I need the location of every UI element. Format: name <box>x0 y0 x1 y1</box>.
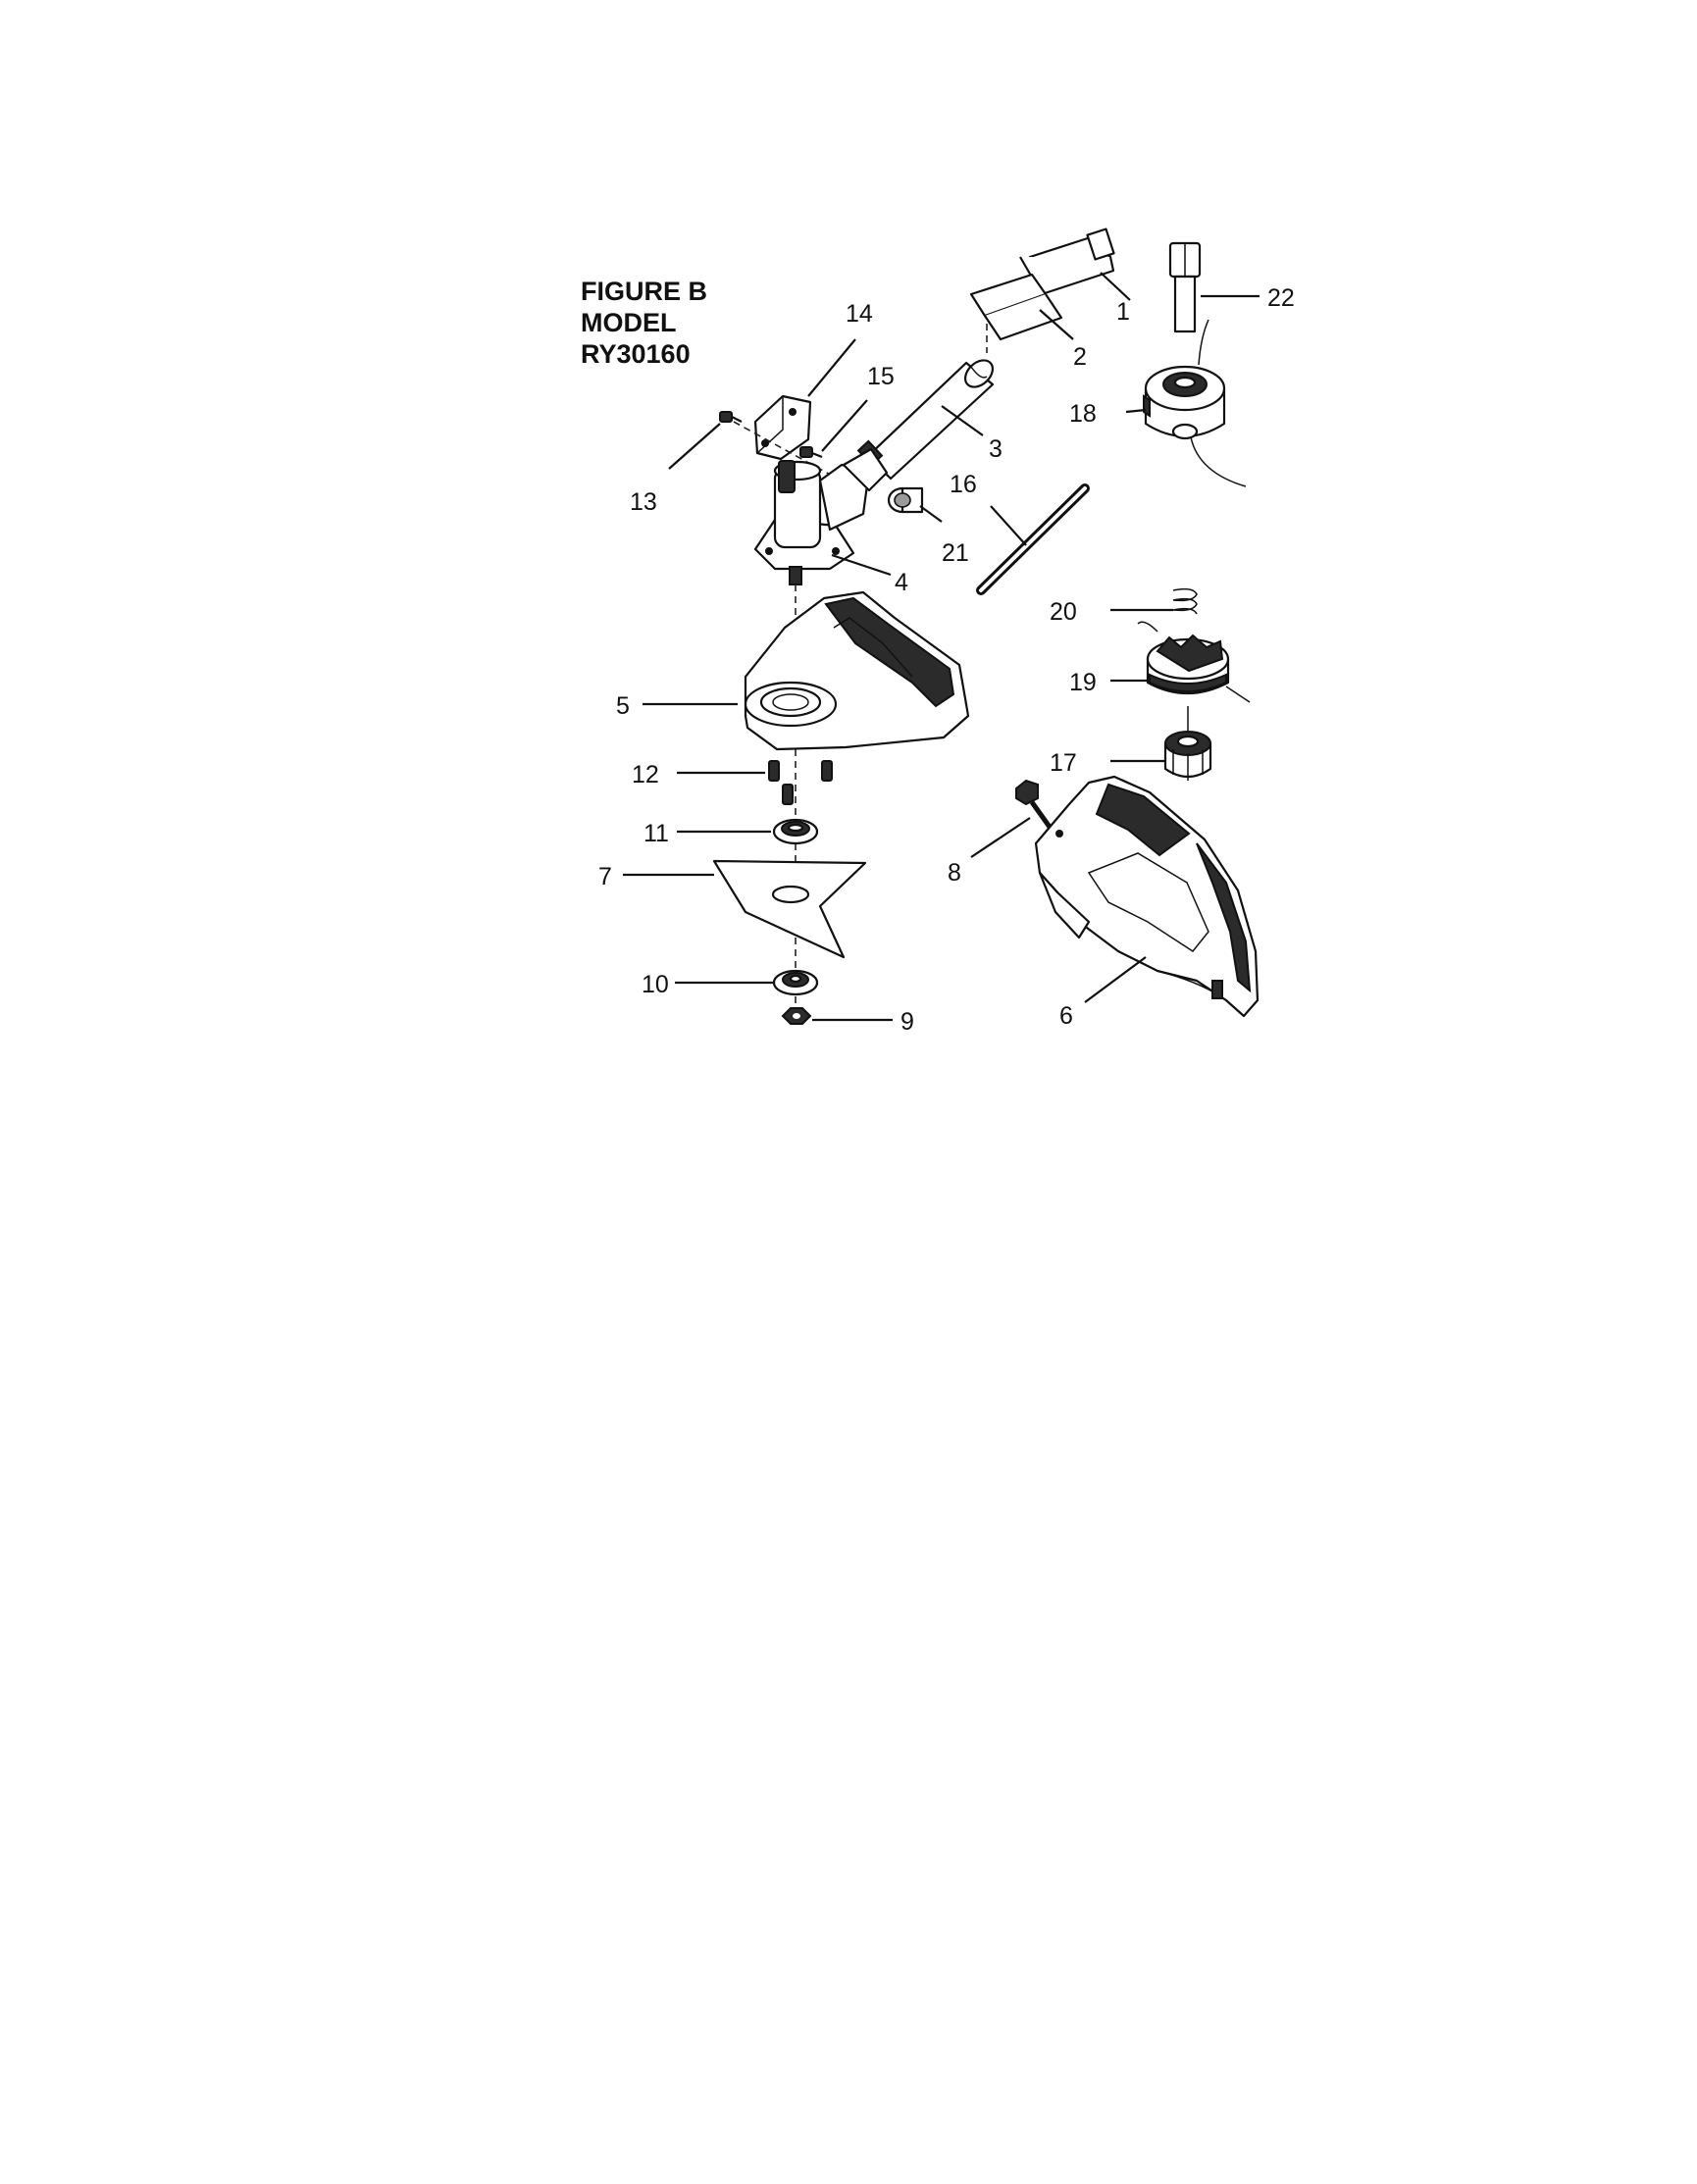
part-5-blade-guard <box>746 592 968 749</box>
callout-1: 1 <box>1116 298 1130 326</box>
callout-15: 15 <box>867 363 895 390</box>
callout-21: 21 <box>942 539 969 567</box>
part-21-bushing <box>889 488 922 512</box>
callout-9: 9 <box>900 1008 914 1036</box>
callout-18: 18 <box>1069 400 1097 428</box>
callout-2: 2 <box>1073 343 1087 371</box>
callout-10: 10 <box>642 971 669 998</box>
part-18-trimmer-head <box>1144 367 1246 486</box>
part-17-knob <box>1165 732 1210 781</box>
callout-13: 13 <box>630 488 657 516</box>
figure-title-line-3: RY30160 <box>581 339 691 369</box>
callout-16: 16 <box>950 471 977 498</box>
callout-12: 12 <box>632 761 659 788</box>
figure-title-line-1: FIGURE B <box>581 277 708 306</box>
part-13-screw <box>720 412 742 422</box>
callout-8: 8 <box>948 859 961 887</box>
callout-3: 3 <box>989 435 1003 463</box>
part-7-blade <box>714 861 865 957</box>
part-6-trimmer-guard <box>1036 777 1258 1016</box>
part-15-screw <box>800 447 822 457</box>
callout-14: 14 <box>846 300 873 328</box>
callout-19: 19 <box>1069 669 1097 696</box>
callout-20: 20 <box>1050 598 1077 626</box>
figure-title-line-2: MODEL <box>581 308 677 337</box>
figure-title <box>581 277 707 369</box>
part-10-lower-washer <box>774 971 817 994</box>
part-12-screws <box>769 761 832 804</box>
callout-22: 22 <box>1267 284 1295 312</box>
part-11-upper-washer <box>774 820 817 843</box>
callout-7: 7 <box>598 863 612 890</box>
part-19-spool <box>1138 622 1250 702</box>
part-16-rod <box>981 488 1085 590</box>
callout-4: 4 <box>895 569 908 596</box>
part-9-nut <box>783 1008 810 1024</box>
part-22-bolt <box>1170 243 1200 331</box>
callout-17: 17 <box>1050 749 1077 777</box>
callout-5: 5 <box>616 692 630 720</box>
callout-11: 11 <box>643 820 669 847</box>
callout-6: 6 <box>1059 1002 1073 1030</box>
part-20-spring <box>1173 589 1197 614</box>
